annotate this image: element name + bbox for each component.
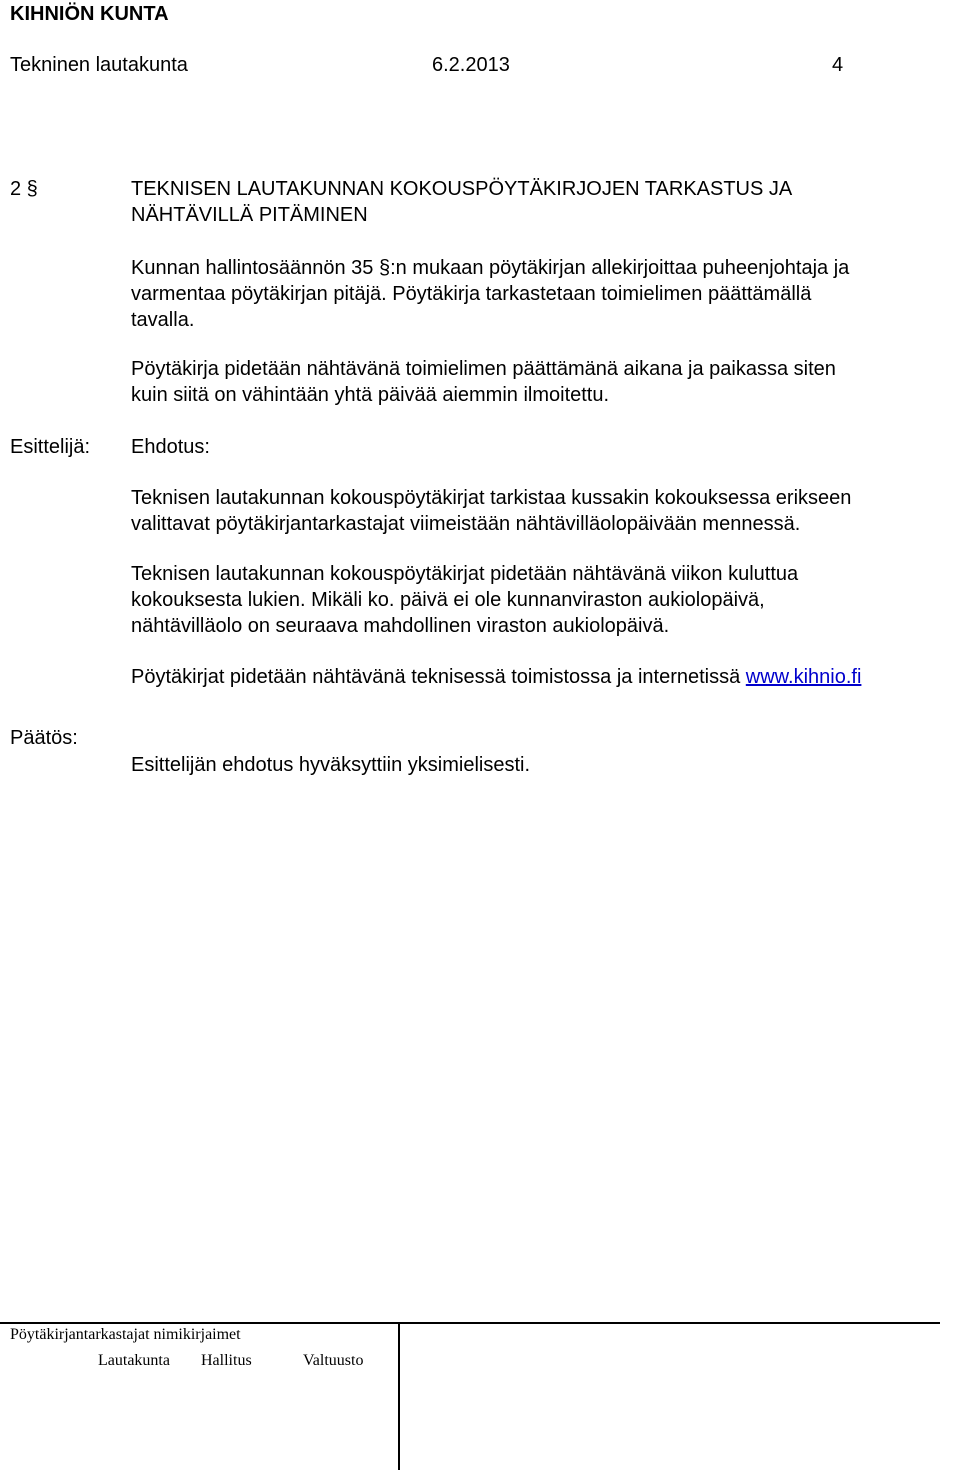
committee-name: Tekninen lautakunta <box>10 54 188 76</box>
decision-label: Päätös: <box>10 727 78 749</box>
footer-column-valtuusto: Valtuusto <box>303 1352 364 1369</box>
section-title-line: NÄHTÄVILLÄ PITÄMINEN <box>131 204 368 226</box>
text-line: Kunnan hallintosäännön 35 §:n mukaan pöytäkirjan allekirjoittaa puheenjohtaja ja <box>131 257 850 279</box>
section-title <box>131 176 792 228</box>
text-line: Pöytäkirja pidetään nähtävänä toimielimen päättämänä aikana ja paikassa siten <box>131 358 836 380</box>
paragraph-rules <box>131 255 849 333</box>
proposal-paragraph-3 <box>131 664 861 690</box>
text-line: nähtävilläolo on seuraava mahdollinen viraston aukiolopäivä. <box>131 615 670 637</box>
text-line: kokouksesta lukien. Mikäli ko. päivä ei ole kunnanviraston aukiolopäivä, <box>131 589 765 611</box>
presenter-label: Esittelijä: <box>10 436 91 458</box>
organization-name: KIHNIÖN KUNTA <box>10 3 169 25</box>
initials-box <box>0 1322 400 1470</box>
meeting-date: 6.2.2013 <box>432 54 510 76</box>
footer-column-hallitus: Hallitus <box>201 1352 252 1369</box>
decision-text: Esittelijän ehdotus hyväksyttiin yksimielisesti. <box>131 754 531 776</box>
footer-rule <box>398 1322 940 1324</box>
text-line: Teknisen lautakunnan kokouspöytäkirjat pidetään nähtävänä viikon kuluttua <box>131 563 799 585</box>
proposal-paragraph-2 <box>131 561 798 639</box>
text-line: Teknisen lautakunnan kokouspöytäkirjat tarkistaa kussakin kokouksessa erikseen <box>131 487 852 509</box>
text-line: varmentaa pöytäkirjan pitäjä. Pöytäkirja tarkastetaan toimielimen päättämällä <box>131 283 812 305</box>
section-title-line: TEKNISEN LAUTAKUNNAN KOKOUSPÖYTÄKIRJOJEN TARKASTUS JA <box>131 178 793 200</box>
website-link[interactable]: www.kihnio.fi <box>745 666 862 688</box>
proposal-paragraph-1 <box>131 485 851 537</box>
page-number: 4 <box>832 54 844 76</box>
text-line: valittavat pöytäkirjantarkastajat viimeistään nähtävilläolopäivään mennessä. <box>131 513 801 535</box>
paragraph-display <box>131 356 836 408</box>
section-number: 2 § <box>10 178 38 200</box>
text-line: tavalla. <box>131 309 195 331</box>
footer-column-lautakunta: Lautakunta <box>98 1352 170 1369</box>
text-line: Pöytäkirjat pidetään nähtävänä teknisessä toimistossa ja internetissä <box>131 666 746 688</box>
initials-label: Pöytäkirjantarkastajat nimikirjaimet <box>10 1326 241 1343</box>
text-line: kuin siitä on vähintään yhtä päivää aiemmin ilmoitettu. <box>131 384 610 406</box>
proposal-label: Ehdotus: <box>131 436 210 458</box>
